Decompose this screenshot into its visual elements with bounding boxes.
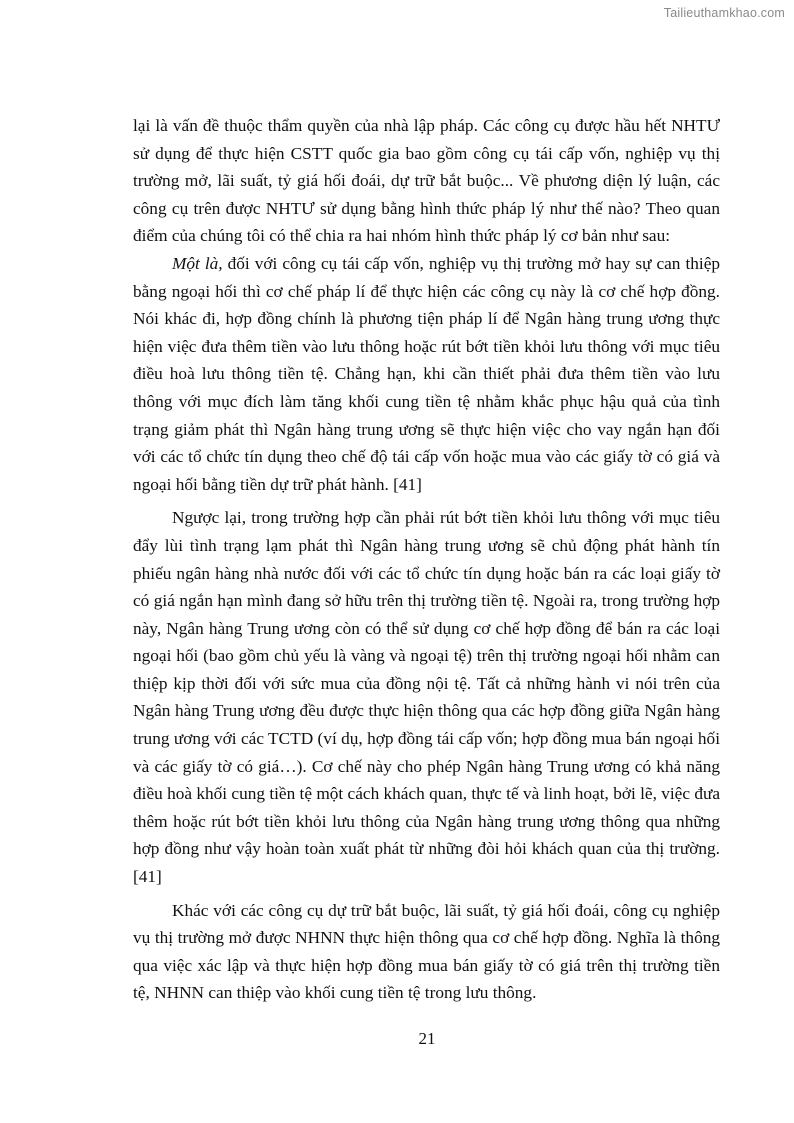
paragraph-text: đối với công cụ tái cấp vốn, nghiệp vụ thị trường mở hay sự can thiệp bằng ngoại hối thì cơ chế pháp lí để thực hiện các công cụ này là cơ chế hợp đồng. Nói khác đi, hợp đồng chính là phương tiện pháp lí để Ngân hàng trung ương thực hiện việc đưa thêm tiền vào lưu thông hoặc rút bớt tiền khỏi lưu thông với mục tiêu điều hoà lưu thông tiền tệ. Chẳng hạn, khi cần thiết phải đưa thêm tiền vào lưu thông với mục đích làm tăng khối cung tiền tệ nhằm khắc phục hậu quả của tình trạng giảm phát thì Ngân hàng trung ương sẽ thực hiện việc cho vay ngắn hạn đối với các tổ chức tín dụng theo chế độ tái cấp vốn hoặc mua vào các giấy tờ có giá và ngoại hối bằng tiền dự trữ phát hành. [41] <box>133 253 721 494</box>
paragraph-unlike: Khác với các công cụ dự trữ bắt buộc, lãi suất, tỷ giá hối đoái, công cụ nghiệp vụ thị trường mở được NHNN thực hiện thông qua cơ chế hợp đồng. Nghĩa là thông qua việc xác lập và thực hiện hợp đồng mua bán giấy tờ có giá trên thị trường tiền tệ, NHNN can thiệp vào khối cung tiền tệ trong lưu thông. <box>133 900 720 1003</box>
document-body <box>133 112 720 1007</box>
paragraph-lead-italic: Một là, <box>172 253 223 273</box>
paragraph-continuation: lại là vấn đề thuộc thẩm quyền của nhà lập pháp. Các công cụ được hầu hết NHTƯ sử dụng để thực hiện CSTT quốc gia bao gồm công cụ tái cấp vốn, nghiệp vụ thị trường mở, lãi suất, tỷ giá hối đoái, dự trữ bắt buộc... Về phương diện lý luận, các công cụ trên được NHTƯ sử dụng bằng hình thức pháp lý như thế nào? Theo quan điểm của chúng tôi có thể chia ra hai nhóm hình thức pháp lý cơ bản như sau: <box>133 116 720 246</box>
paragraph-first-group <box>133 250 720 498</box>
page-number: 21 <box>418 1029 436 1048</box>
watermark-text: Tailieuthamkhao.com <box>663 6 785 20</box>
paragraph-conversely: Ngược lại, trong trường hợp cần phải rút bớt tiền khỏi lưu thông với mục tiêu đẩy lùi tình trạng lạm phát thì Ngân hàng trung ương sẽ chủ động phát hành tín phiếu ngân hàng nhà nước đối với các tổ chức tín dụng hoặc bán ra các loại giấy tờ có giá ngắn hạn mình đang sở hữu trên thị trường tiền tệ. Ngoài ra, trong trường hợp này, Ngân hàng Trung ương còn có thể sử dụng cơ chế hợp đồng để bán ra các loại ngoại hối (bao gồm chủ yếu là vàng và ngoại tệ) trên thị trường ngoại hối nhằm can thiệp kịp thời đối với sức mua của đồng nội tệ. Tất cả những hành vi nói trên của Ngân hàng Trung ương đều được thực hiện thông qua các hợp đồng giữa Ngân hàng trung ương với các TCTD (ví dụ, hợp đồng tái cấp vốn; hợp đồng mua bán ngoại hối và các giấy tờ có giá…). Cơ chế này cho phép Ngân hàng Trung ương có khả năng điều hoà khối cung tiền tệ một cách khách quan, thực tế và linh hoạt, bởi lẽ, việc đưa thêm hoặc rút bớt tiền khỏi lưu thông của Ngân hàng trung ương thông qua những hợp đồng như vậy hoàn toàn xuất phát từ những đòi hỏi khách quan của thị trường. [41] <box>133 508 720 887</box>
